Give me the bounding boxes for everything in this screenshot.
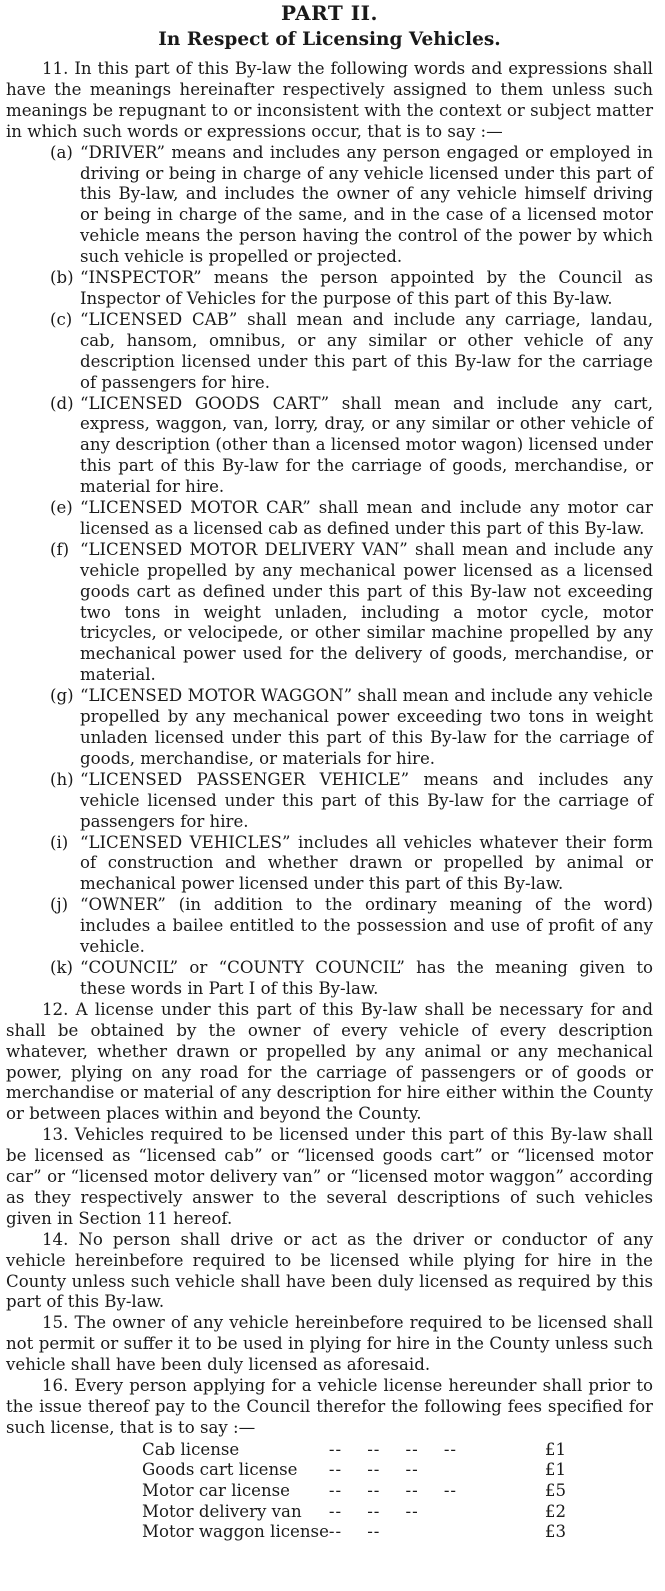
definition-e bbox=[6, 498, 653, 540]
fee-row bbox=[142, 1481, 566, 1502]
fee-row bbox=[142, 1460, 566, 1481]
definition-k bbox=[6, 958, 653, 1000]
definition-letter: (g) bbox=[50, 686, 74, 706]
section-13: 13. Vehicles required to be licensed under this part of this By-law shall be licensed as “licensed cab” or “licensed goods cart” or “licensed motor car” or “licensed motor delivery van” or “licensed motor waggon” according as they respectively answer to the several descriptions of such vehicles given in Section 11 hereof. bbox=[6, 1125, 653, 1228]
definition-text: “LICENSED MOTOR CAR” shall mean and include any motor car licensed as a licensed cab as defined under this part of this By-law. bbox=[80, 498, 653, 538]
section-11-intro: 11. In this part of this By-law the following words and expressions shall have the meanings hereinafter respectively assigned to them unless such meanings be repugnant to or inconsistent with the context or subject matter in which such words or expressions occur, that is to say :— bbox=[6, 59, 653, 141]
definition-text: “LICENSED PASSENGER VEHICLE” means and includes any vehicle licensed under this part of this By-law for the carriage of passengers for hire. bbox=[80, 769, 653, 831]
definition-j bbox=[6, 895, 653, 958]
definition-c bbox=[6, 310, 653, 394]
definition-text: “COUNCIL” or “COUNTY COUNCIL” has the meaning given to these words in Part I of this By-law. bbox=[80, 957, 653, 998]
section-14: 14. No person shall drive or act as the driver or conductor of any vehicle hereinbefore required to be licensed while plying for hire in the County unless such vehicle shall have been duly licensed as required by this part of this By-law. bbox=[6, 1229, 653, 1312]
fee-amount: £3 bbox=[544, 1522, 567, 1542]
definition-letter: (a) bbox=[50, 142, 73, 162]
definition-g bbox=[6, 686, 653, 770]
fee-dashes: -- -- -- bbox=[328, 1460, 419, 1480]
definition-letter: (i) bbox=[50, 832, 69, 852]
definition-text: “DRIVER” means and includes any person engaged or employed in driving or being in charge of any vehicle licensed under this part of this By-law, and includes the owner of any vehicle himself driving or being in charge of the same, and in the case of a licensed motor vehicle means the person having the control of the power by which such vehicle is propelled or projected. bbox=[80, 142, 653, 267]
section-12: 12. A license under this part of this By-law shall be necessary for and shall be obtained by the owner of every vehicle of every description whatever, whether drawn or propelled by any animal or any mechanical power, plying on any road for the carriage of passengers or of goods or merchandise or material of any description for hire either within the County or between places within and beyond the County. bbox=[6, 999, 653, 1124]
fee-row bbox=[142, 1502, 566, 1523]
fee-name: Motor car license bbox=[142, 1481, 290, 1500]
definition-letter: (d) bbox=[50, 393, 74, 413]
definition-text: “INSPECTOR” means the person appointed by the Council as Inspector of Vehicles for the purpose of this part of this By-law. bbox=[80, 268, 653, 308]
definition-text: “OWNER” (in addition to the ordinary meaning of the word) includes a bailee entitled to the possession and use of profit of any vehicle. bbox=[80, 895, 653, 957]
definition-letter: (e) bbox=[50, 498, 73, 518]
definition-b bbox=[6, 268, 653, 310]
definition-f bbox=[6, 540, 653, 686]
fee-name: Motor waggon license bbox=[142, 1522, 329, 1542]
definition-h bbox=[6, 770, 653, 833]
fee-row bbox=[142, 1440, 566, 1461]
definition-text: “LICENSED VEHICLES” includes all vehicles whatever their form of construction and whether drawn or propelled by animal or mechanical power licensed under this part of this By-law. bbox=[80, 832, 653, 894]
fee-row bbox=[142, 1522, 566, 1543]
fee-dashes: -- -- bbox=[328, 1522, 381, 1542]
fee-amount: £1 bbox=[544, 1460, 567, 1480]
definition-text: “LICENSED CAB” shall mean and include any carriage, landau, cab, hansom, omnibus, or any similar or other vehicle of any description licensed under this part of this By-law for the carriage of passengers for hire. bbox=[80, 309, 653, 392]
fee-dashes: -- -- -- bbox=[328, 1501, 419, 1521]
fee-dashes: -- -- -- -- bbox=[328, 1481, 458, 1500]
fee-name: Motor delivery van bbox=[142, 1501, 302, 1521]
fee-amount: £5 bbox=[544, 1481, 567, 1500]
definition-text: “LICENSED MOTOR WAGGON” shall mean and include any vehicle propelled by any mechanical power exceeding two tons in weight unladen licensed under this part of this By-law for the carriage of goods, merchandise, or materials for hire. bbox=[80, 686, 653, 768]
section-15: 15. The owner of any vehicle hereinbefore required to be licensed shall not permit or suffer it to be used in plying for hire in the County unless such vehicle shall have been duly licensed as aforesaid. bbox=[6, 1313, 653, 1375]
part-title: PART II. bbox=[281, 1, 378, 25]
definition-letter: (k) bbox=[50, 957, 74, 977]
definition-text: “LICENSED MOTOR DELIVERY VAN” shall mean and include any vehicle propelled by any mechanical power licensed as a licensed goods cart as defined under this part of this By-law not exceeding two tons in weight unladen, including a motor cycle, motor tricycles, or velocipede, or other similar machine propelled by any mechanical power used for the delivery of goods, merchandise, or material. bbox=[80, 539, 653, 685]
fee-amount: £1 bbox=[544, 1439, 567, 1459]
definition-letter: (b) bbox=[50, 268, 74, 288]
definition-letter: (f) bbox=[50, 539, 70, 559]
definition-d bbox=[6, 394, 653, 499]
definition-a bbox=[6, 143, 653, 268]
definition-letter: (c) bbox=[50, 309, 73, 329]
definition-i bbox=[6, 833, 653, 896]
definitions-list bbox=[6, 143, 653, 1000]
section-16: 16. Every person applying for a vehicle license hereunder shall prior to the issue thereof pay to the Council therefor the following fees specified for such license, that is to say :— bbox=[6, 1376, 653, 1437]
definition-letter: (j) bbox=[50, 895, 69, 915]
fee-dashes: -- -- -- -- bbox=[328, 1439, 458, 1459]
fee-name: Goods cart license bbox=[142, 1460, 298, 1480]
fees-table bbox=[142, 1440, 566, 1543]
fee-amount: £2 bbox=[544, 1501, 567, 1521]
fee-name: Cab license bbox=[142, 1439, 240, 1459]
definition-text: “LICENSED GOODS CART” shall mean and include any cart, express, waggon, van, lorry, dray, or any similar or other vehicle of any description (other than a licensed motor wagon) licensed under this part of this By-law for the carriage of goods, merchandise, or material for hire. bbox=[80, 393, 653, 497]
section-title: In Respect of Licensing Vehicles. bbox=[158, 29, 501, 50]
definition-letter: (h) bbox=[50, 769, 74, 789]
